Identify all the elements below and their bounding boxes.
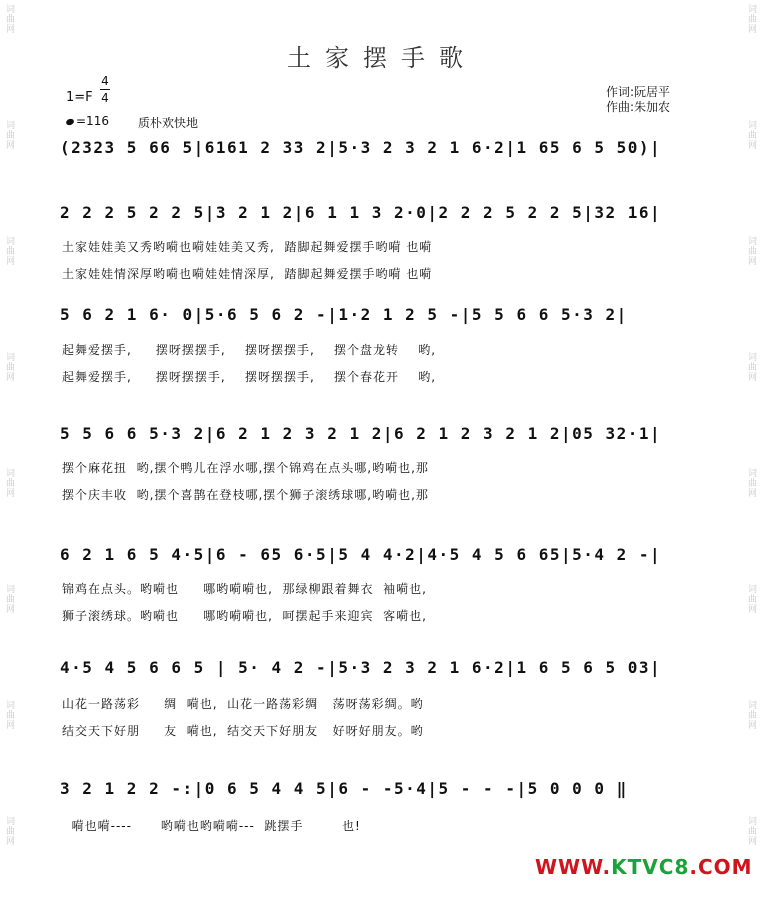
notation-line-1: (2323 5 66 5|6161 2 33 2|5·3 2 3 2 1 6·2|1 65 6 5 50)| xyxy=(60,138,662,157)
watermark-text: 词曲网 xyxy=(746,352,756,382)
notation-line-7: 3 2 1 2 2 -:|0 6 5 4 4 5|6 - -5·4|5 - - -|5 0 0 0 ‖ xyxy=(60,779,628,798)
notation-line-6: 4·5 4 5 6 6 5 | 5· 4 2 -|5·3 2 3 2 1 6·2|1 6 5 6 5 03| xyxy=(60,658,662,677)
credits xyxy=(606,85,670,115)
logo-prefix: WWW. xyxy=(535,855,612,879)
lyrics-verse-2: 结交天下好朋 友 嗬也, 结交天下好朋友 好呀好朋友。哟 xyxy=(62,724,424,738)
watermark-text: 词曲网 xyxy=(4,700,14,730)
key-signature: 1=F xyxy=(66,90,93,105)
time-signature xyxy=(100,74,110,105)
watermark-text: 词曲网 xyxy=(4,236,14,266)
lyrics-verse-2: 土家娃娃情深厚哟嗬也嗬娃娃情深厚, 踏脚起舞爱摆手哟嗬 也嗬 xyxy=(62,267,433,281)
meter-bottom: 4 xyxy=(101,91,109,105)
lyrics-verse-1: 山花一路荡彩 绸 嗬也, 山花一路荡彩绸 荡呀荡彩绸。哟 xyxy=(62,697,424,711)
lyricist: 作词:阮居平 xyxy=(606,85,671,99)
watermark-text: 词曲网 xyxy=(746,700,756,730)
notation-line-5: 6 2 1 6 5 4·5|6 - 65 6·5|5 4 4·2|4·5 4 5 6 65|5·4 2 -| xyxy=(60,545,662,564)
lyrics-verse-2: 起舞爱摆手, 摆呀摆摆手, 摆呀摆摆手, 摆个春花开 哟, xyxy=(62,370,437,384)
lyrics-verse-1: 土家娃娃美又秀哟嗬也嗬娃娃美又秀, 踏脚起舞爱摆手哟嗬 也嗬 xyxy=(62,240,433,254)
meter-top: 4 xyxy=(101,74,109,88)
watermark-text: 词曲网 xyxy=(4,120,14,150)
watermark-text: 词曲网 xyxy=(746,236,756,266)
song-title: 土家摆手歌 xyxy=(287,44,477,72)
watermark-text: 词曲网 xyxy=(746,816,756,846)
watermark-text: 词曲网 xyxy=(746,4,756,34)
notation-line-4: 5 5 6 6 5·3 2|6 2 1 2 3 2 1 2|6 2 1 2 3 2 1 2|05 32·1| xyxy=(60,424,662,443)
lyrics-verse-2: 狮子滚绣球。哟嗬也 哪哟嗬嗬也, 呵摆起手来迎宾 客嗬也, xyxy=(62,609,427,623)
expression-marking: 质朴欢快地 xyxy=(138,116,199,130)
notation-line-3: 5 6 2 1 6· 0|5·6 5 6 2 -|1·2 1 2 5 -|5 5 6 6 5·3 2| xyxy=(60,305,628,324)
watermark-text: 词曲网 xyxy=(4,352,14,382)
watermark-text: 词曲网 xyxy=(4,4,14,34)
watermark-text: 词曲网 xyxy=(4,816,14,846)
logo-suffix: .COM xyxy=(689,855,753,879)
watermark-left xyxy=(4,0,18,905)
lyrics-verse-1: 起舞爱摆手, 摆呀摆摆手, 摆呀摆摆手, 摆个盘龙转 哟, xyxy=(62,343,437,357)
watermark-right xyxy=(746,0,760,905)
lyrics-verse-1: 嗬也嗬---- 哟嗬也哟嗬嗬--- 跳摆手 也! xyxy=(62,819,361,833)
notation-line-2: 2 2 2 5 2 2 5|3 2 1 2|6 1 1 3 2·0|2 2 2 5 2 2 5|32 16| xyxy=(60,203,662,222)
tempo-value: =116 xyxy=(76,114,109,128)
meter-divider xyxy=(100,89,110,90)
site-logo xyxy=(535,855,753,879)
lyrics-verse-1: 摆个麻花扭 哟,摆个鸭儿在浮水哪,摆个锦鸡在点头哪,哟嗬也,那 xyxy=(62,461,429,475)
lyrics-verse-1: 锦鸡在点头。哟嗬也 哪哟嗬嗬也, 那绿柳跟着舞衣 袖嗬也, xyxy=(62,582,427,596)
logo-name: KTVC8 xyxy=(611,855,690,879)
watermark-text: 词曲网 xyxy=(746,120,756,150)
watermark-text: 词曲网 xyxy=(746,584,756,614)
quarter-note-icon xyxy=(65,118,75,126)
composer: 作曲:朱加农 xyxy=(606,100,671,114)
lyrics-verse-2: 摆个庆丰收 哟,摆个喜鹊在登枝哪,摆个狮子滚绣球哪,哟嗬也,那 xyxy=(62,488,429,502)
watermark-text: 词曲网 xyxy=(4,468,14,498)
watermark-text: 词曲网 xyxy=(4,584,14,614)
watermark-text: 词曲网 xyxy=(746,468,756,498)
tempo-marking xyxy=(66,114,109,128)
